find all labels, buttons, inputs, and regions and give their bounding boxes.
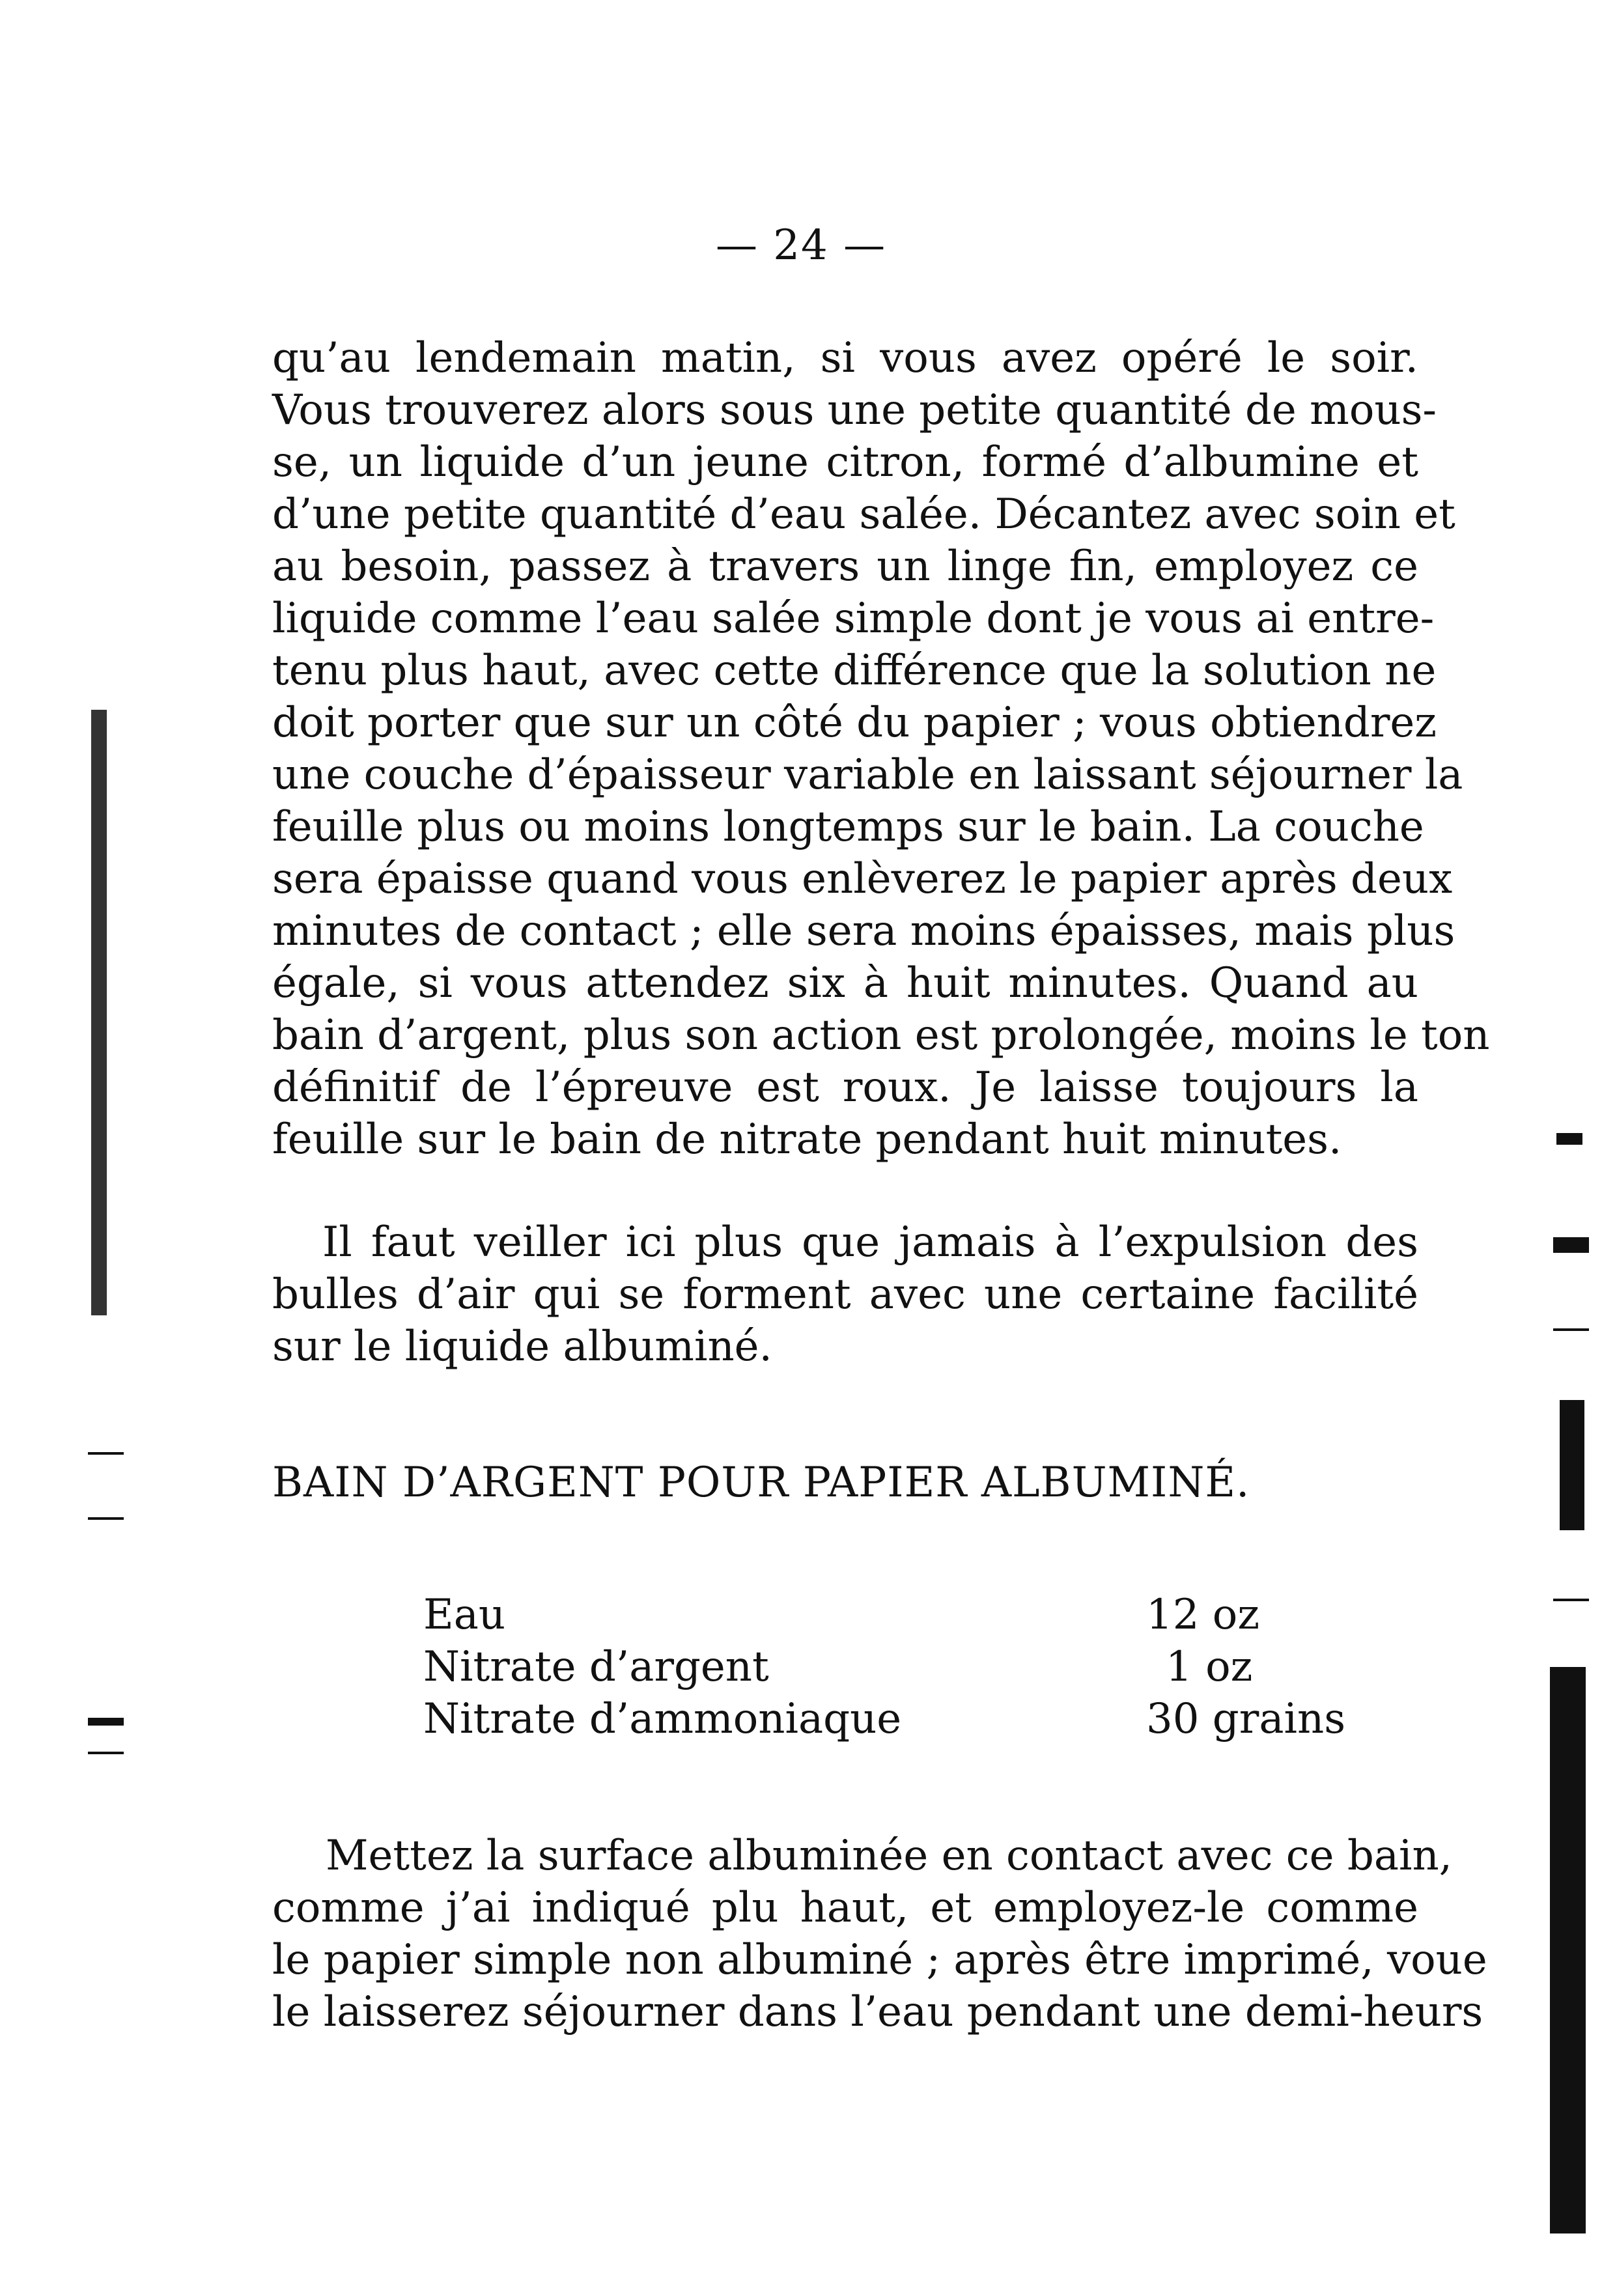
paragraph-line: Mettez la surface albuminée en contact avec ce bain,	[326, 1832, 1452, 1880]
paragraph-line: sur le liquide albuminé.	[272, 1323, 772, 1371]
paragraph-line: comme j’ai indiqué plu haut, et employez-le comme	[272, 1884, 1418, 1932]
scan-edge-left-bar	[91, 710, 107, 1315]
paragraph-line: qu’au lendemain matin, si vous avez opéré le soir.	[272, 334, 1418, 382]
paragraph-line: égale, si vous attendez six à huit minutes. Quand au	[272, 959, 1418, 1007]
scan-edge-left-dash-4	[88, 1752, 124, 1754]
recipe-quantity: 30 grains	[1146, 1695, 1346, 1743]
scan-edge-right-bar-2	[1550, 1667, 1586, 2233]
paragraph-line: bain d’argent, plus son action est prolongée, moins le ton	[272, 1011, 1490, 1059]
scan-edge-right-bar-1	[1560, 1400, 1584, 1530]
paragraph-line: feuille sur le bain de nitrate pendant huit minutes.	[272, 1115, 1342, 1164]
scan-edge-right-dash-1	[1556, 1133, 1582, 1145]
section-heading: BAIN D’ARGENT POUR PAPIER ALBUMINÉ.	[272, 1459, 1250, 1507]
paragraph-line: doit porter que sur un côté du papier ; vous obtiendrez	[272, 699, 1437, 747]
recipe-ingredient: Eau	[423, 1591, 506, 1639]
paragraph-line: une couche d’épaisseur variable en laissant séjourner la	[272, 751, 1463, 799]
scan-edge-left-dash-3	[88, 1718, 124, 1726]
paragraph-line: Il faut veiller ici plus que jamais à l’expulsion des	[322, 1218, 1418, 1267]
paragraph-line: liquide comme l’eau salée simple dont je vous ai entre-	[272, 595, 1435, 643]
scan-edge-right-dash-4	[1553, 1599, 1589, 1601]
paragraph-line: sera épaisse quand vous enlèverez le papier après deux	[272, 855, 1453, 903]
scan-edge-right-dash-3	[1553, 1328, 1589, 1331]
paragraph-line: bulles d’air qui se forment avec une certaine facilité	[272, 1270, 1418, 1319]
paragraph-line: se, un liquide d’un jeune citron, formé d’albumine et	[272, 438, 1418, 486]
paragraph-line: au besoin, passez à travers un linge fin, employez ce	[272, 542, 1418, 591]
paragraph-line: d’une petite quantité d’eau salée. Décantez avec soin et	[272, 490, 1455, 539]
scan-edge-left-dash-2	[88, 1517, 124, 1520]
paragraph-line: tenu plus haut, avec cette différence que la solution ne	[272, 647, 1437, 695]
scan-edge-left-dash-1	[88, 1452, 124, 1455]
recipe-ingredient: Nitrate d’argent	[423, 1643, 769, 1691]
recipe-ingredient: Nitrate d’ammoniaque	[423, 1695, 902, 1743]
recipe-quantity: 1 oz	[1166, 1643, 1253, 1691]
page-number: — 24 —	[715, 221, 887, 270]
paragraph-line: le papier simple non albuminé ; après être imprimé, voue	[272, 1936, 1487, 1984]
scan-edge-right-dash-2	[1553, 1237, 1589, 1253]
paragraph-line: Vous trouverez alors sous une petite quantité de mous-	[272, 386, 1437, 434]
paragraph-line: minutes de contact ; elle sera moins épaisses, mais plus	[272, 907, 1455, 955]
paragraph-line: le laisserez séjourner dans l’eau pendant une demi-heurs	[272, 1988, 1483, 2036]
paragraph-line: définitif de l’épreuve est roux. Je laisse toujours la	[272, 1063, 1418, 1112]
recipe-quantity: 12 oz	[1146, 1591, 1260, 1639]
paragraph-line: feuille plus ou moins longtemps sur le bain. La couche	[272, 803, 1424, 851]
